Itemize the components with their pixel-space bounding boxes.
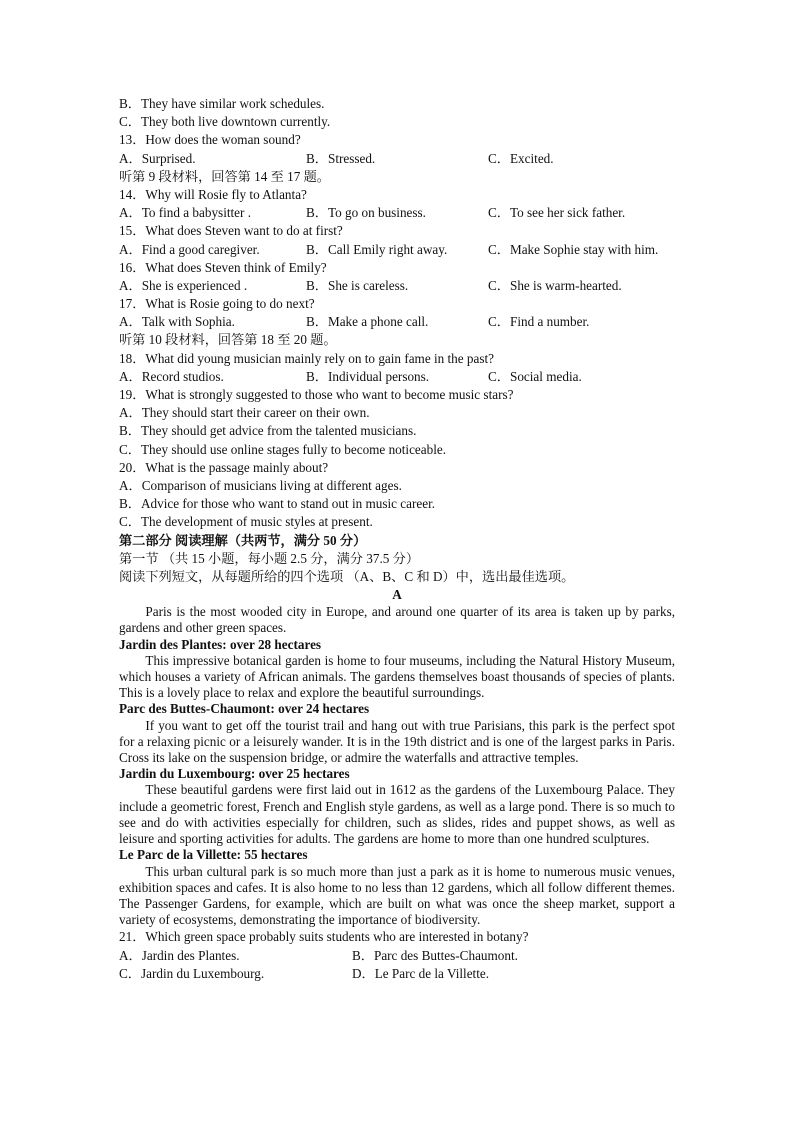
option: C．Find a number. <box>488 314 590 330</box>
text-line: 17．What is Rosie going to do next? <box>119 296 315 312</box>
paragraph: If you want to get off the tourist trail and hang out with true Parisians, this park is the perfect spot for a relaxing picnic or a leisurely wander. It is in the 19th district and is one of the largest parks in Paris. Cross its lake on the suspension bridge, or admire the waterfalls and attractive temples. <box>119 717 675 766</box>
options-row <box>119 313 675 331</box>
options-row <box>119 965 675 983</box>
passage-label: A <box>392 587 402 603</box>
option: B．Individual persons. <box>306 368 430 384</box>
option: B．Call Emily right away. <box>306 241 448 257</box>
text-line: 19．What is strongly suggested to those who want to become music stars? <box>119 387 514 402</box>
options-row <box>119 150 675 168</box>
text-line: C．The development of music styles at present. <box>119 514 373 530</box>
text-line: 14．Why will Rosie fly to Atlanta? <box>119 186 307 202</box>
option: D．Le Parc de la Villette. <box>352 965 490 981</box>
park-heading: Parc des Buttes-Chaumont: over 24 hectares <box>119 701 370 717</box>
option: C．Social media. <box>488 368 582 384</box>
option: B．To go on business. <box>306 205 426 221</box>
paragraph: This urban cultural park is so much more than just a park as it is home to numerous music venues, exhibition spaces and cafes. It is also home to no less than 12 gardens, which all follow different themes. The Passenger Gardens, for example, which are built on what was once the sheep market, support a variety of ecosystems, demonstrating the importance of biodiversity. <box>119 863 675 928</box>
section-one-info: 第一节 （共 15 小题，每小题 2.5 分，满分 37.5 分） <box>119 550 420 566</box>
part2-header <box>119 532 675 605</box>
options-row <box>119 947 675 965</box>
text-line: C．They both live downtown currently. <box>119 114 331 130</box>
option: C．She is warm-hearted. <box>488 277 622 293</box>
park-heading: Le Parc de la Villette: 55 hectares <box>119 847 308 863</box>
park-heading: Jardin du Luxembourg: over 25 hectares <box>119 766 350 782</box>
option: A．She is experienced . <box>119 277 248 293</box>
text-line: 16．What does Steven think of Emily? <box>119 259 327 275</box>
option: A．Jardin des Plantes. <box>119 947 240 963</box>
question-stem: 21．Which green space probably suits students who are interested in botany? <box>119 929 529 945</box>
option: C．Excited. <box>488 150 554 166</box>
part2-title: 第二部分 阅读理解（共两节，满分 50 分） <box>119 532 367 548</box>
option: C．Jardin du Luxembourg. <box>119 965 265 981</box>
option: C．Make Sophie stay with him. <box>488 241 659 257</box>
option: A．Record studios. <box>119 368 224 384</box>
listening-section <box>119 95 675 532</box>
option: A．To find a babysitter . <box>119 205 252 221</box>
text-line: A．Comparison of musicians living at different ages. <box>119 477 402 493</box>
option: C．To see her sick father. <box>488 205 626 221</box>
options-row <box>119 241 675 259</box>
reading-instruction: 阅读下列短文，从每题所给的四个选项 （A、B、C 和 D）中，选出最佳选项。 <box>119 568 575 584</box>
paragraph: These beautiful gardens were first laid out in 1612 as the gardens of the Luxembourg Palace. They include a geometric forest, French and English style gardens, as well as a large pond. There is so much to see and do with activities especially for children, such as slides, rides and puppet shows, as well as leisure and sporting activities for adults. The gardens are home to more than one hundred sculptures. <box>119 782 675 847</box>
text-line: 20．What is the passage mainly about? <box>119 459 329 475</box>
option: A．Find a good caregiver. <box>119 241 260 257</box>
options-row <box>119 204 675 222</box>
option: B．She is careless. <box>306 277 409 293</box>
text-line: 听第 9 段材料，回答第 14 至 17 题。 <box>119 168 330 184</box>
text-line: 15．What does Steven want to do at first? <box>119 223 343 239</box>
text-line: 听第 10 段材料，回答第 18 至 20 题。 <box>119 332 337 348</box>
option: A．Surprised. <box>119 150 196 166</box>
text-line: B．They have similar work schedules. <box>119 96 325 111</box>
option: B．Make a phone call. <box>306 314 429 330</box>
options-row <box>119 368 675 386</box>
text-line: B．Advice for those who want to stand out in music career. <box>119 496 436 512</box>
option: B．Parc des Buttes-Chaumont. <box>352 947 518 963</box>
paragraph: Paris is the most wooded city in Europe, and around one quarter of its area is taken up by parks, gardens and other green spaces. <box>119 604 675 636</box>
option: B．Stressed. <box>306 150 376 166</box>
text-line: A．They should start their career on their own. <box>119 405 370 421</box>
exam-page-content <box>119 95 675 983</box>
options-row <box>119 277 675 295</box>
option: A．Talk with Sophia. <box>119 314 235 330</box>
text-line: 13．How does the woman sound? <box>119 132 301 148</box>
question-21 <box>119 928 675 983</box>
passage-a <box>119 604 675 928</box>
text-line: C．They should use online stages fully to become noticeable. <box>119 441 447 457</box>
text-line: 18．What did young musician mainly rely on to gain fame in the past? <box>119 350 495 366</box>
text-line: B．They should get advice from the talented musicians. <box>119 423 417 439</box>
paragraph: This impressive botanical garden is home to four museums, including the Natural History Museum, which houses a variety of African animals. The gardens themselves boast thousands of species of plants. This is a lovely place to relax and explore the beautiful surroundings. <box>119 652 675 701</box>
park-heading: Jardin des Plantes: over 28 hectares <box>119 636 322 652</box>
